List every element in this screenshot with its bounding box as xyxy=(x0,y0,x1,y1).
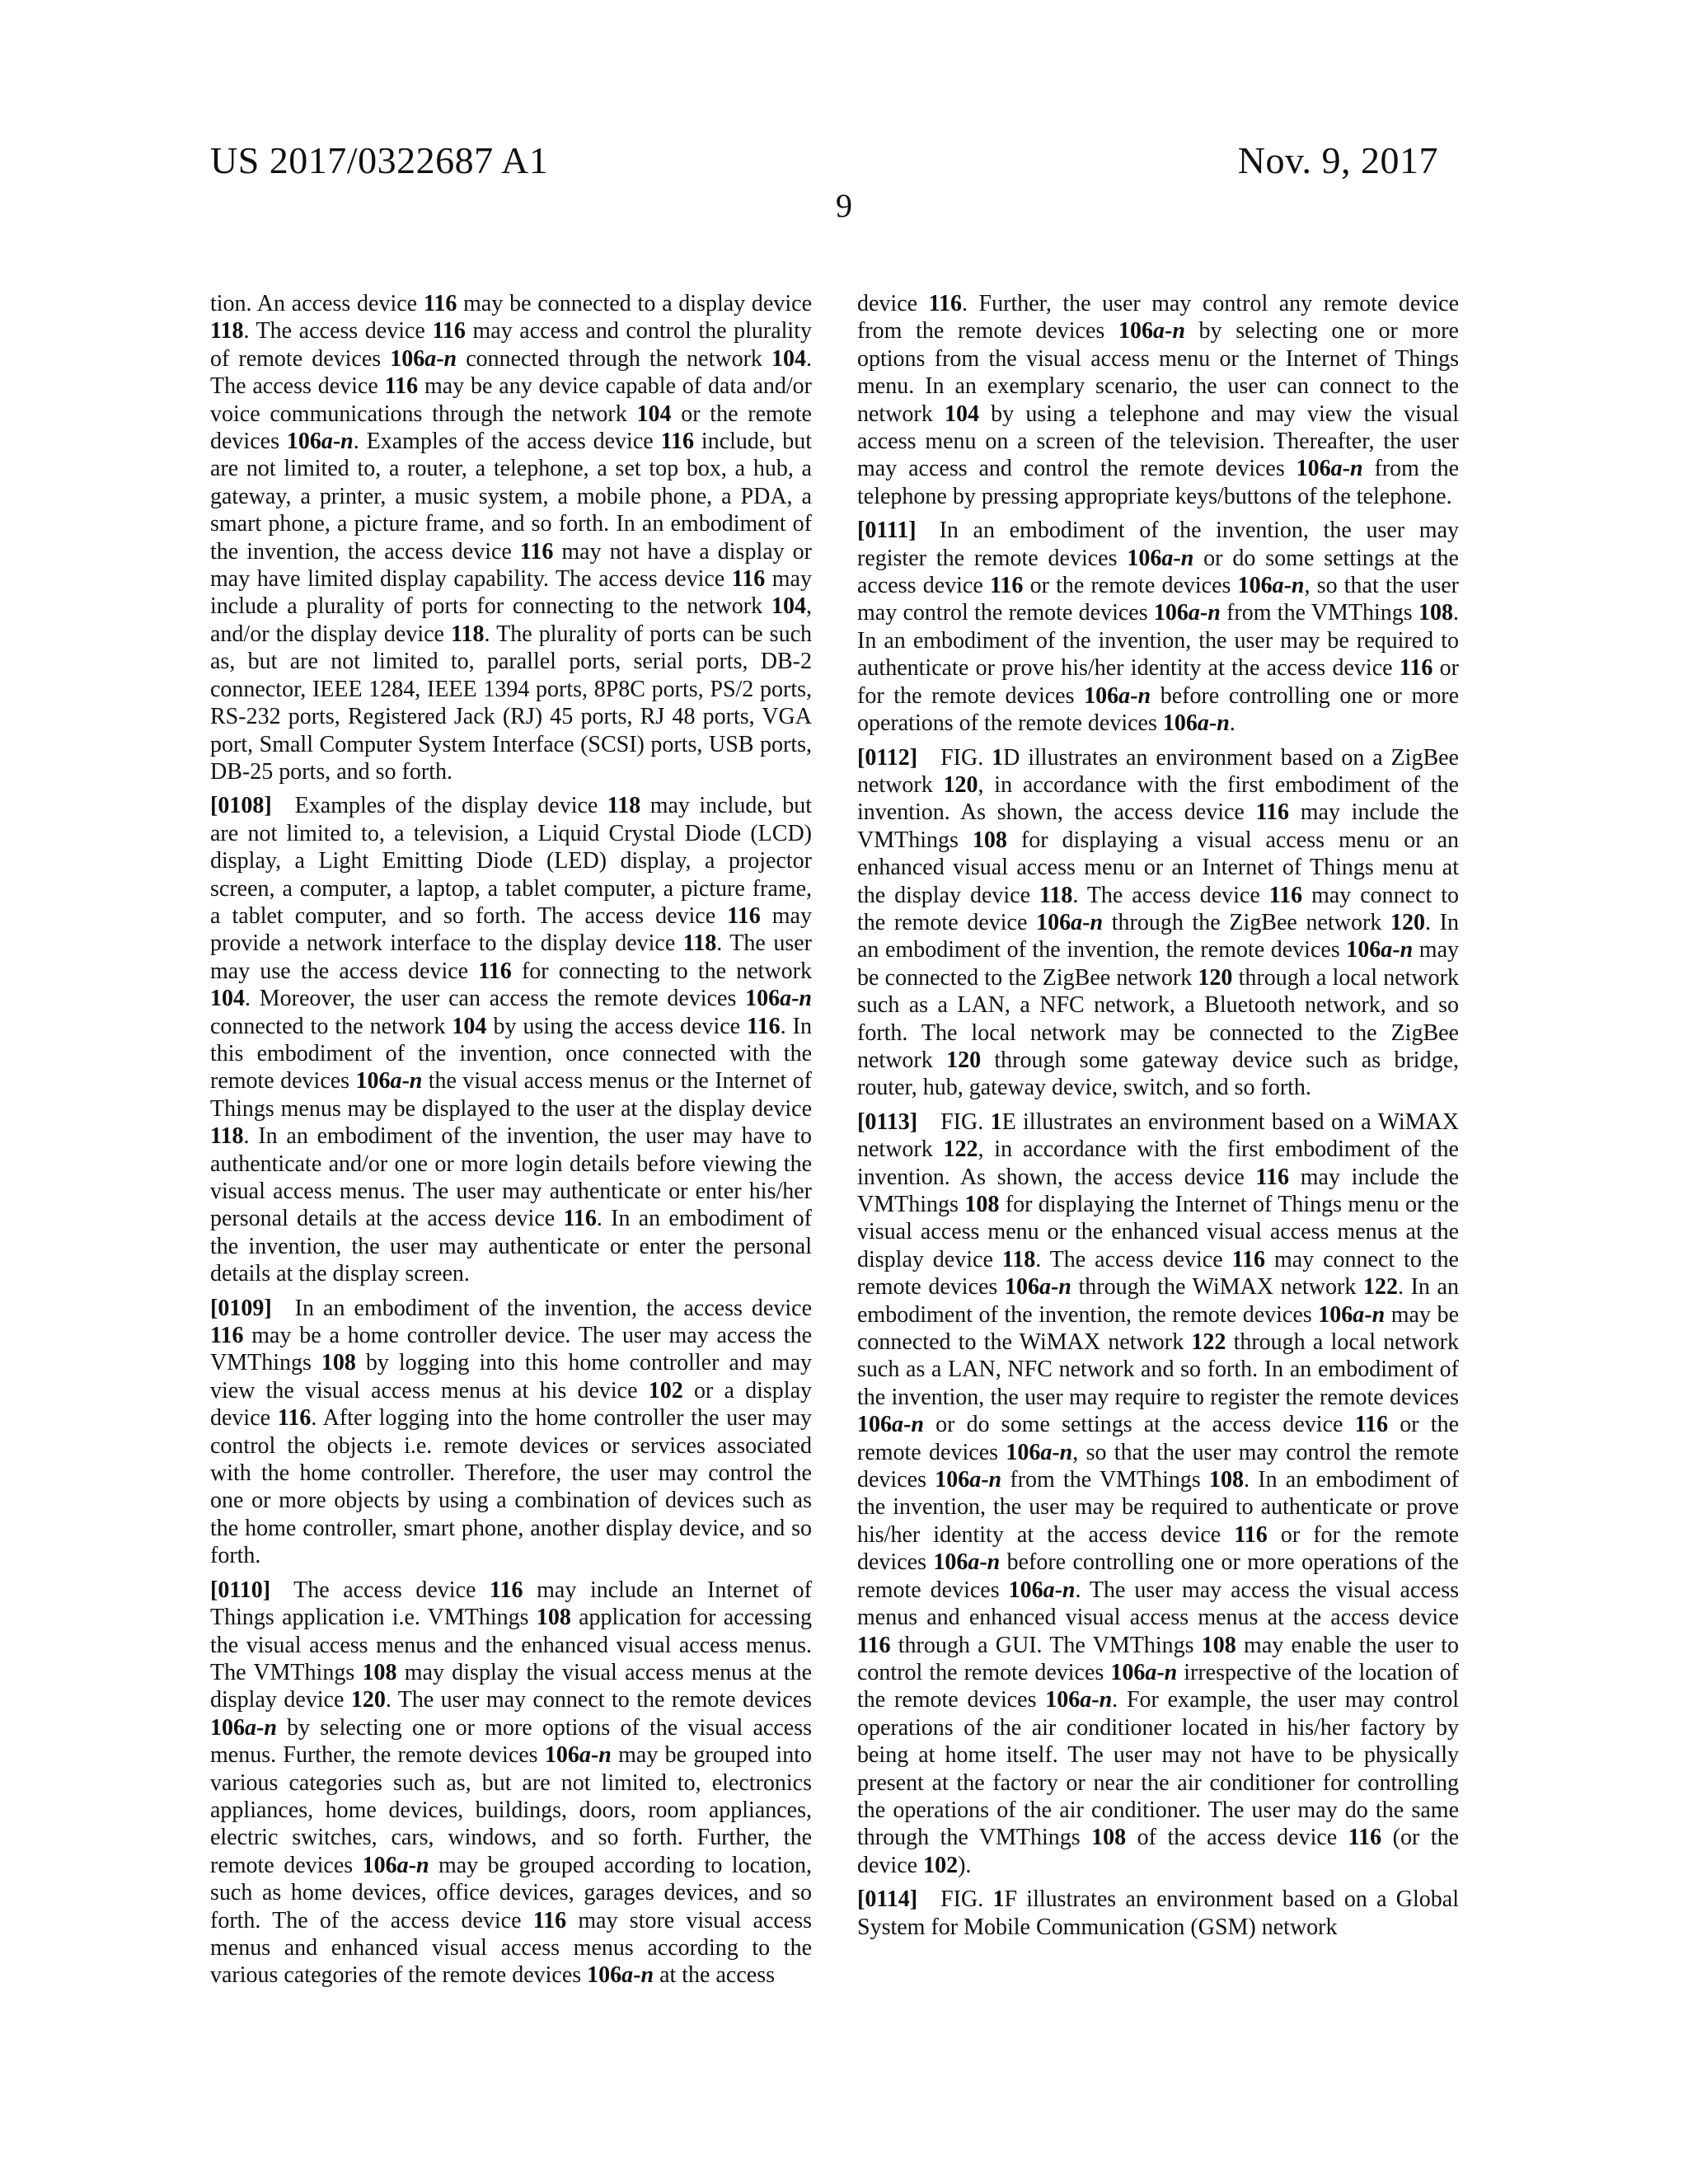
right-paragraph xyxy=(857,1886,1459,1941)
right-paragraph xyxy=(857,290,1459,510)
publication-date: Nov. 9, 2017 xyxy=(1237,139,1438,181)
paragraph-number: [0109] xyxy=(210,1295,272,1321)
paragraph-text: device 116. Further, the user may control any remote device from the remote devices 106a-n by selecting one or more options from the visual access menu or the Internet of Things menu. In an exemplary scenario, the user can connect to the network 104 by using a telephone and may view the visual access menu on a screen of the television. Thereafter, the user may access and control the remote devices 106a-n from the telephone by pressing appropriate keys/buttons of the telephone. xyxy=(857,291,1459,509)
paragraph-number: [0111] xyxy=(857,518,917,544)
right-paragraph xyxy=(857,517,1459,737)
left-paragraph xyxy=(210,1295,812,1570)
right-paragraph xyxy=(857,1108,1459,1879)
paragraph-number: [0114] xyxy=(857,1886,918,1913)
paragraph-text: In an embodiment of the invention, the access device 116 may be a home controller device. The user may access the VMThings 108 by logging into this home controller and may view the visual access menus at his device 102 or a display device 116. After logging into the home controller the user may control the objects i.e. remote devices or services associated with the home controller. Therefore, the user may control the one or more objects by using a combination of devices such as the home controller, smart phone, another display device, and so forth. xyxy=(210,1295,813,1569)
paragraph-text: FIG. 1F illustrates an environment based on a Global System for Mobile Communication (GSM) network xyxy=(857,1886,1459,1940)
paragraph-text: In an embodiment of the invention, the user may register the remote devices 106a-n or do some settings at the access device 116 or the remote devices 106a-n, so that the user may control the remote devices 106a-n from the VMThings 108. In an embodiment of the invention, the user may be required to authenticate or prove his/her identity at the access device 116 or for the remote devices 106a-n before controlling one or more operations of the remote devices 106a-n. xyxy=(857,518,1459,737)
paragraph-text: tion. An access device 116 may be connected to a display device 118. The access device 116 may access and control the plurality of remote devices 106a-n connected through the network 104. The access device 116 may be any device capable of data and/or voice communications through the network 104 or the remote devices 106a-n. Examples of the access device 116 include, but are not limited to, a router, a telephone, a set top box, a hub, a gateway, a printer, a music system, a mobile phone, a PDA, a smart phone, a picture frame, and so forth. In an embodiment of the invention, the access device 116 may not have a display or may have limited display capability. The access device 116 may include a plurality of ports for connecting to the network 104, and/or the display device 118. The plurality of ports can be such as, but are not limited to, parallel ports, serial ports, DB-2 connector, IEEE 1284, IEEE 1394 ports, 8P8C ports, PS/2 ports, RS-232 ports, Registered Jack (RJ) 45 ports, RJ 48 ports, VGA port, Small Computer System Interface (SCSI) ports, USB ports, DB-25 ports, and so forth. xyxy=(210,291,813,785)
paragraph-number: [0112] xyxy=(857,744,918,771)
page-number: 9 xyxy=(836,187,852,224)
paragraph-text: FIG. 1E illustrates an environment based on a WiMAX network 122, in accordance with the first embodiment of the invention. As shown, the access device 116 may include the VMThings 108 for displaying the Internet of Things menu or the visual access menu or the enhanced visual access menus at the display device 118. The access device 116 may connect to the remote devices 106a-n through the WiMAX network 122. In an embodiment of the invention, the remote devices 106a-n may be connected to the WiMAX network 122 through a local network such as a LAN, NFC network and so forth. In an embodiment of the invention, the user may require to register the remote devices 106a-n or do some settings at the access device 116 or the remote devices 106a-n, so that the user may control the remote devices 106a-n from the VMThings 108. In an embodiment of the invention, the user may be required to authenticate or prove his/her identity at the access device 116 or for the remote devices 106a-n before controlling one or more operations of the remote devices 106a-n. The user may access the visual access menus and enhanced visual access menus at the access device 116 through a GUI. The VMThings 108 may enable the user to control the remote devices 106a-n irrespective of the location of the remote devices 106a-n. For example, the user may control operations of the air conditioner located in his/her factory by being at home itself. The user may not have to be physically present at the factory or near the air conditioner for controlling the operations of the air conditioner. The user may do the same through the VMThings 108 of the access device 116 (or the device 102). xyxy=(857,1108,1460,1878)
paragraph-number: [0110] xyxy=(210,1577,271,1603)
paragraph-text: Examples of the display device 118 may include, but are not limited to, a television, a Liquid Crystal Diode (LCD) display, a Light Emitting Diode (LED) display, a projector screen, a computer, a laptop, a tablet computer, a picture frame, a tablet computer, and so forth. The access device 116 may provide a network interface to the display device 118. The user may use the access device 116 for connecting to the network 104. Moreover, the user can access the remote devices 106a-n connected to the network 104 by using the access device 116. In this embodiment of the invention, once connected with the remote devices 106a-n the visual access menus or the Internet of Things menus may be displayed to the user at the display device 118. In an embodiment of the invention, the user may have to authenticate and/or one or more login details before viewing the visual access menus. The user may authenticate or enter his/her personal details at the access device 116. In an embodiment of the invention, the user may authenticate or enter the personal details at the display screen. xyxy=(210,793,813,1287)
left-paragraph xyxy=(210,1577,812,1990)
right-paragraph xyxy=(857,744,1459,1102)
left-paragraph xyxy=(210,792,812,1287)
publication-number: US 2017/0322687 A1 xyxy=(210,139,549,181)
paragraph-number: [0108] xyxy=(210,793,272,819)
paragraph-number: [0113] xyxy=(857,1108,918,1135)
paragraph-text: The access device 116 may include an Internet of Things application i.e. VMThings 108 application for accessing the visual access menus and the enhanced visual access menus. The VMThings 108 may display the visual access menus at the display device 120. The user may connect to the remote devices 106a-n by selecting one or more options of the visual access menus. Further, the remote devices 106a-n may be grouped into various categories such as, but are not limited to, electronics appliances, home devices, buildings, doors, room appliances, electric switches, cars, windows, and so forth. Further, the remote devices 106a-n may be grouped according to location, such as home devices, office devices, garages devices, and so forth. The of the access device 116 may store visual access menus and enhanced visual access menus according to the various categories of the remote devices 106a-n at the access xyxy=(210,1577,813,1989)
right-column xyxy=(857,290,1459,1947)
left-paragraph xyxy=(210,290,812,785)
left-column xyxy=(210,290,812,1996)
paragraph-text: FIG. 1D illustrates an environment based on a ZigBee network 120, in accordance with the first embodiment of the invention. As shown, the access device 116 may include the VMThings 108 for displaying a visual access menu or an enhanced visual access menu or an Internet of Things menu at the display device 118. The access device 116 may connect to the remote device 106a-n through the ZigBee network 120. In an embodiment of the invention, the remote devices 106a-n may be connected to the ZigBee network 120 through a local network such as a LAN, a NFC network, a Bluetooth network, and so forth. The local network may be connected to the ZigBee network 120 through some gateway device such as bridge, router, hub, gateway device, switch, and so forth. xyxy=(857,744,1460,1101)
